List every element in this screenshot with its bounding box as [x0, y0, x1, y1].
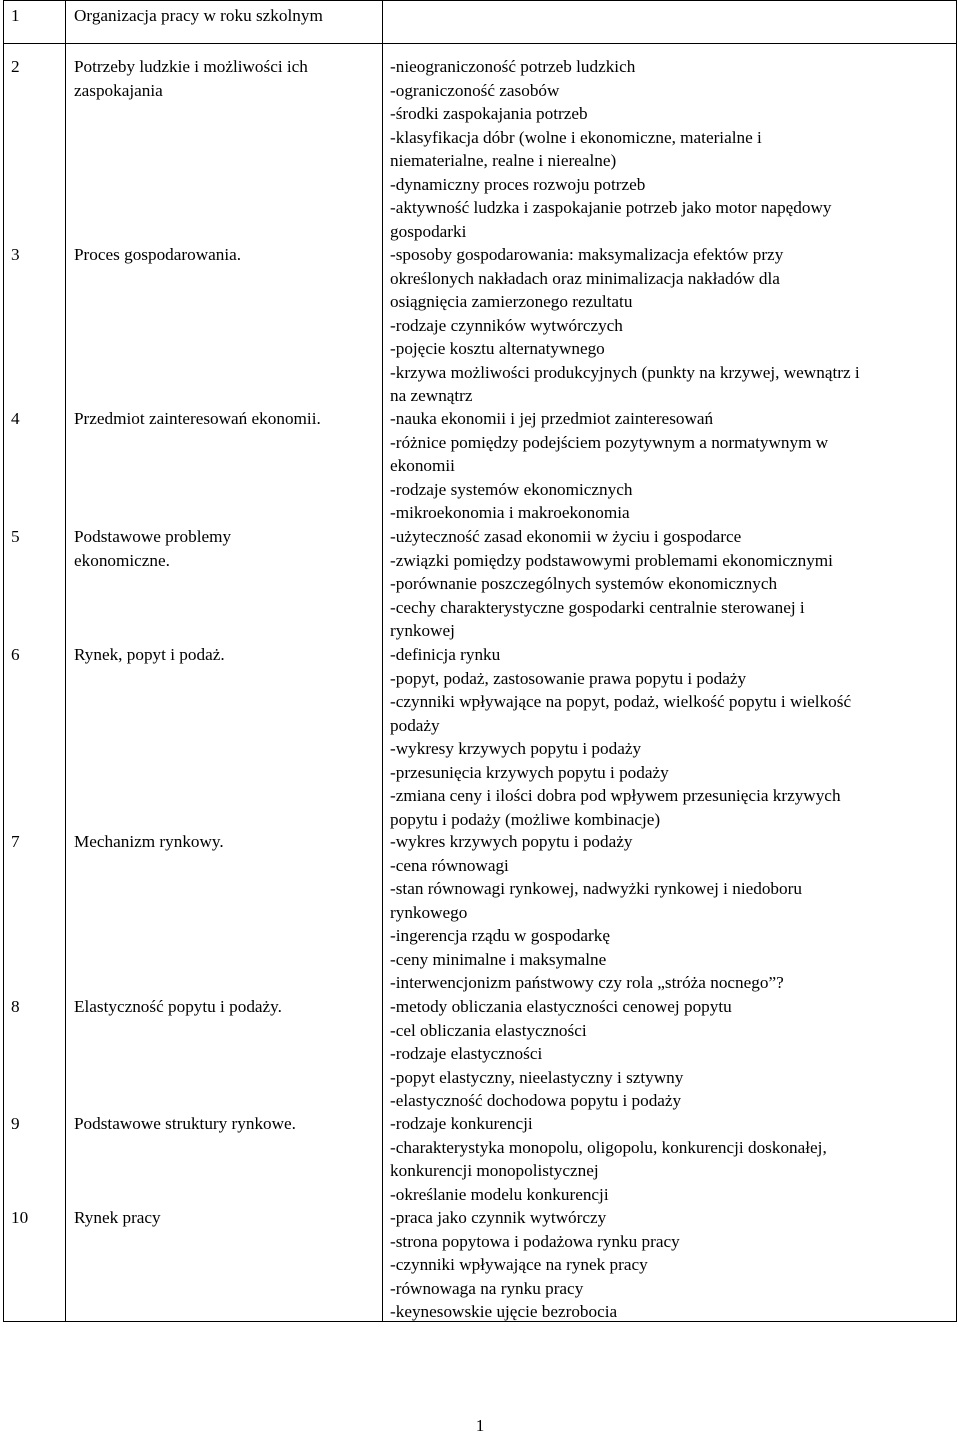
- row-content: -nieograniczoność potrzeb ludzkich -ograniczoność zasobów -środki zaspokajania potrzeb -klasyfikacja dóbr (wolne i ekonomiczne, materialne i niematerialne, realne i nierealne) -dynamiczny proces rozwoju potrzeb -aktywność ludzka i zaspokajanie potrzeb jako motor napędowy gospodarki: [390, 57, 832, 241]
- row-title: Elastyczność popytu i podaży.: [74, 997, 282, 1016]
- row-content: -metody obliczania elastyczności cenowej popytu -cel obliczania elastyczności -rodzaje elastyczności -popyt elastyczny, nieelastyczny i sztywny -elastyczność dochodowa popytu i podaży: [390, 997, 732, 1110]
- row-title: Przedmiot zainteresowań ekonomii.: [74, 409, 321, 428]
- row-number: 6: [11, 645, 20, 664]
- row-title: Rynek, popyt i podaż.: [74, 645, 225, 664]
- row-title: Organizacja pracy w roku szkolnym: [74, 6, 323, 25]
- column-divider-2: [382, 1, 383, 1321]
- row-content: -praca jako czynnik wytwórczy -strona popytowa i podażowa rynku pracy -czynniki wpływające na rynek pracy -równowaga na rynku pracy -keynesowskie ujęcie bezrobocia: [390, 1208, 680, 1321]
- row-divider-1: [4, 43, 956, 44]
- page-number: 1: [475, 1416, 485, 1435]
- row-content: -wykres krzywych popytu i podaży -cena równowagi -stan równowagi rynkowej, nadwyżki rynkowej i niedoboru rynkowego -ingerencja rządu w gospodarkę -ceny minimalne i maksymalne -interwencjonizm państwowy czy rola „stróża nocnego”?: [390, 832, 802, 992]
- row-title: Podstawowe problemy ekonomiczne.: [74, 527, 232, 570]
- row-number: 7: [11, 832, 20, 851]
- row-content: -definicja rynku -popyt, podaż, zastosowanie prawa popytu i podaży -czynniki wpływające na popyt, podaż, wielkość popytu i wielkość podaży -wykresy krzywych popytu i podaży -przesunięcia krzywych popytu i podaży -zmiana ceny i ilości dobra pod wpływem przesunięcia krzywych popytu i podaży (możliwe kombinacje): [390, 645, 852, 829]
- row-number: 4: [11, 409, 20, 428]
- row-title: Proces gospodarowania.: [74, 245, 242, 264]
- row-number: 9: [11, 1114, 20, 1133]
- row-content: -nauka ekonomii i jej przedmiot zainteresowań -różnice pomiędzy podejściem pozytywnym a normatywnym w ekonomii -rodzaje systemów ekonomicznych -mikroekonomia i makroekonomia: [390, 409, 829, 522]
- row-content: -sposoby gospodarowania: maksymalizacja efektów przy określonych nakładach oraz minimalizacja nakładów dla osiągnięcia zamierzonego rezultatu -rodzaje czynników wytwórczych -pojęcie kosztu alternatywnego -krzywa możliwości produkcyjnych (punkty na krzywej, wewnątrz i na zewnątrz: [390, 245, 860, 405]
- row-content: -rodzaje konkurencji -charakterystyka monopolu, oligopolu, konkurencji doskonałej, konkurencji monopolistycznej -określanie modelu konkurencji: [390, 1114, 827, 1204]
- row-number: 10: [11, 1208, 29, 1227]
- row-title: Podstawowe struktury rynkowe.: [74, 1114, 296, 1133]
- row-number: 3: [11, 245, 20, 264]
- row-title: Potrzeby ludzkie i możliwości ich zaspokajania: [74, 57, 308, 100]
- row-number: 8: [11, 997, 20, 1016]
- row-number: 5: [11, 527, 20, 546]
- row-number: 2: [11, 57, 20, 76]
- row-content: -użyteczność zasad ekonomii w życiu i gospodarce -związki pomiędzy podstawowymi problemami ekonomicznymi -porównanie poszczególnych systemów ekonomicznych -cechy charakterystyczne gospodarki centralnie sterowanej i rynkowej: [390, 527, 833, 640]
- row-number: 1: [11, 6, 20, 25]
- row-title: Mechanizm rynkowy.: [74, 832, 224, 851]
- column-divider-1: [65, 1, 66, 1321]
- row-title: Rynek pracy: [74, 1208, 161, 1227]
